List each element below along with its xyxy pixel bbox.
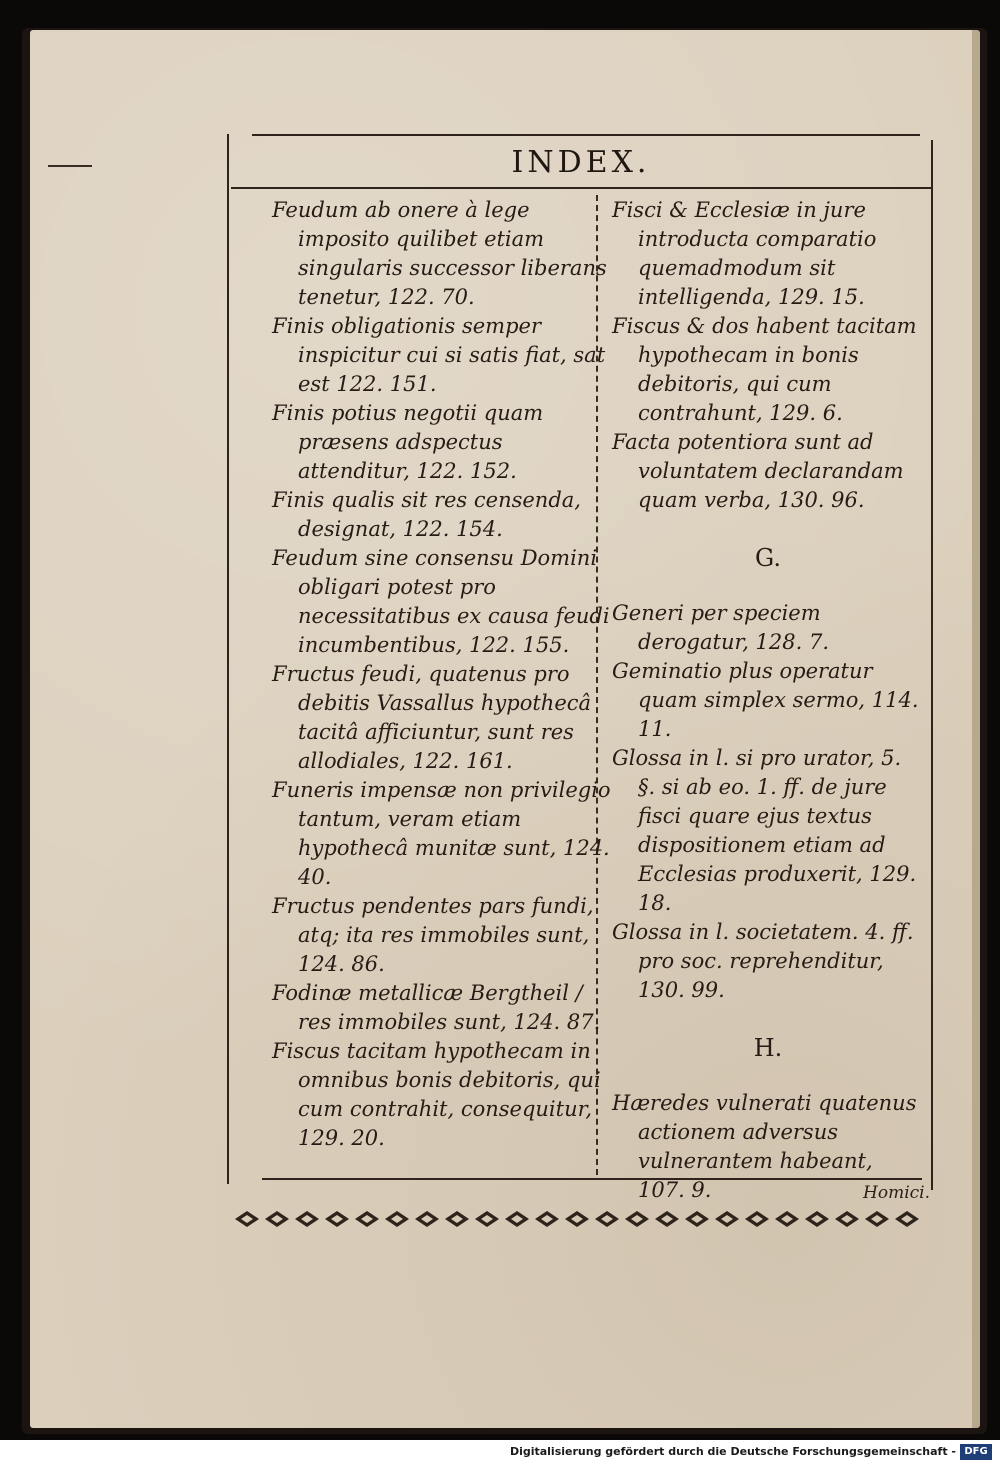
index-entry: Fiscus & dos habent tacitam hypothecam in bonis debitoris, qui cum contrahunt, 129. 6. — [612, 314, 917, 425]
ornament-motif — [235, 1211, 259, 1227]
ornament-motif — [295, 1211, 319, 1227]
ornament-motif — [835, 1211, 859, 1227]
index-entry: Feudum ab onere à lege imposito quilibet etiam singularis successor liberans tenetur, 122. 70. — [272, 198, 607, 309]
header-rule — [231, 187, 931, 189]
index-column-left — [272, 196, 612, 1153]
index-entry: Fructus feudi, quatenus pro debitis Vassallus hypothecâ tacitâ afficiuntur, sunt res allodiales, 122. 161. — [272, 662, 592, 773]
dfg-logo: DFG — [960, 1444, 992, 1460]
entries-f-continued — [612, 196, 924, 515]
ornament-motif — [895, 1211, 919, 1227]
ornament-motif — [445, 1211, 469, 1227]
ornament-motif — [505, 1211, 529, 1227]
frame-rule-top — [252, 134, 920, 136]
ornament-motif — [745, 1211, 769, 1227]
section-letter-g: G. — [755, 544, 781, 572]
ornament-motif — [685, 1211, 709, 1227]
index-entry: Glossa in l. si pro urator, 5. §. si ab eo. 1. ff. de jure fisci quare ejus textus dispositionem etiam ad Ecclesias produxerit, 129. 18. — [612, 746, 917, 915]
entries-g — [612, 599, 924, 1005]
index-entry: Feudum sine consensu Domini obligari potest pro necessitatibus ex causa feudi incumbentibus, 122. 155. — [272, 546, 610, 657]
index-entry: Geminatio plus operatur quam simplex sermo, 114. 11. — [612, 659, 919, 741]
ornament-motif — [355, 1211, 379, 1227]
index-entry: Facta potentiora sunt ad voluntatem declarandam quam verba, 130. 96. — [612, 430, 904, 512]
index-column-right — [612, 196, 924, 1205]
index-entry: Generi per speciem derogatur, 128. 7. — [612, 601, 830, 654]
ornament-motif — [475, 1211, 499, 1227]
index-entry: Funeris impensæ non privilegio tantum, veram etiam hypothecâ munitæ sunt, 124. 40. — [272, 778, 611, 889]
catchword: Homici. — [863, 1183, 930, 1203]
index-entry: Finis qualis sit res censenda, designat, 122. 154. — [272, 488, 581, 541]
ornament-motif — [535, 1211, 559, 1227]
ornament-motif — [715, 1211, 739, 1227]
section-letter-h: H. — [753, 1034, 783, 1062]
margin-mark — [48, 165, 92, 167]
index-entry: Glossa in l. societatem. 4. ff. pro soc. reprehenditur, 130. 99. — [612, 920, 914, 1002]
funding-credit: Digitalisierung gefördert durch die Deutsche Forschungsgemeinschaft - — [509, 1445, 956, 1458]
running-head: INDEX. — [511, 145, 651, 180]
ornament-motif — [325, 1211, 349, 1227]
index-entry: Fisci & Ecclesiæ in jure introducta comparatio quemadmodum sit intelligenda, 129. 15. — [612, 198, 877, 309]
ornament-motif — [385, 1211, 409, 1227]
frame-rule-right — [931, 140, 933, 1190]
ornament-motif — [415, 1211, 439, 1227]
index-entry: Hæredes vulnerati quatenus actionem adversus vulnerantem habeant, 107. 9. — [612, 1091, 917, 1202]
index-entry: Fodinæ metallicæ Bergtheil / res immobiles sunt, 124. 87. — [272, 981, 601, 1034]
index-entry: Fiscus tacitam hypothecam in omnibus bonis debitoris, qui cum contrahit, consequitur, 129. 20. — [272, 1039, 601, 1150]
ornament-motif — [655, 1211, 679, 1227]
index-entry: Fructus pendentes pars fundi, atq; ita res immobiles sunt, 124. 86. — [272, 894, 594, 976]
index-entry: Finis potius negotii quam præsens adspectus attenditur, 122. 152. — [272, 401, 544, 483]
ornament-motif — [595, 1211, 619, 1227]
ornament-band — [232, 1208, 922, 1230]
frame-rule-left — [227, 134, 229, 1184]
ornament-motif — [265, 1211, 289, 1227]
digitization-footer — [0, 1440, 1000, 1466]
ornament-motif — [565, 1211, 589, 1227]
ornament-motif — [805, 1211, 829, 1227]
ornament-motif — [865, 1211, 889, 1227]
ornament-motif — [625, 1211, 649, 1227]
ornament-motif — [775, 1211, 799, 1227]
index-entry: Finis obligationis semper inspicitur cui si satis fiat, sat est 122. 151. — [272, 314, 606, 396]
